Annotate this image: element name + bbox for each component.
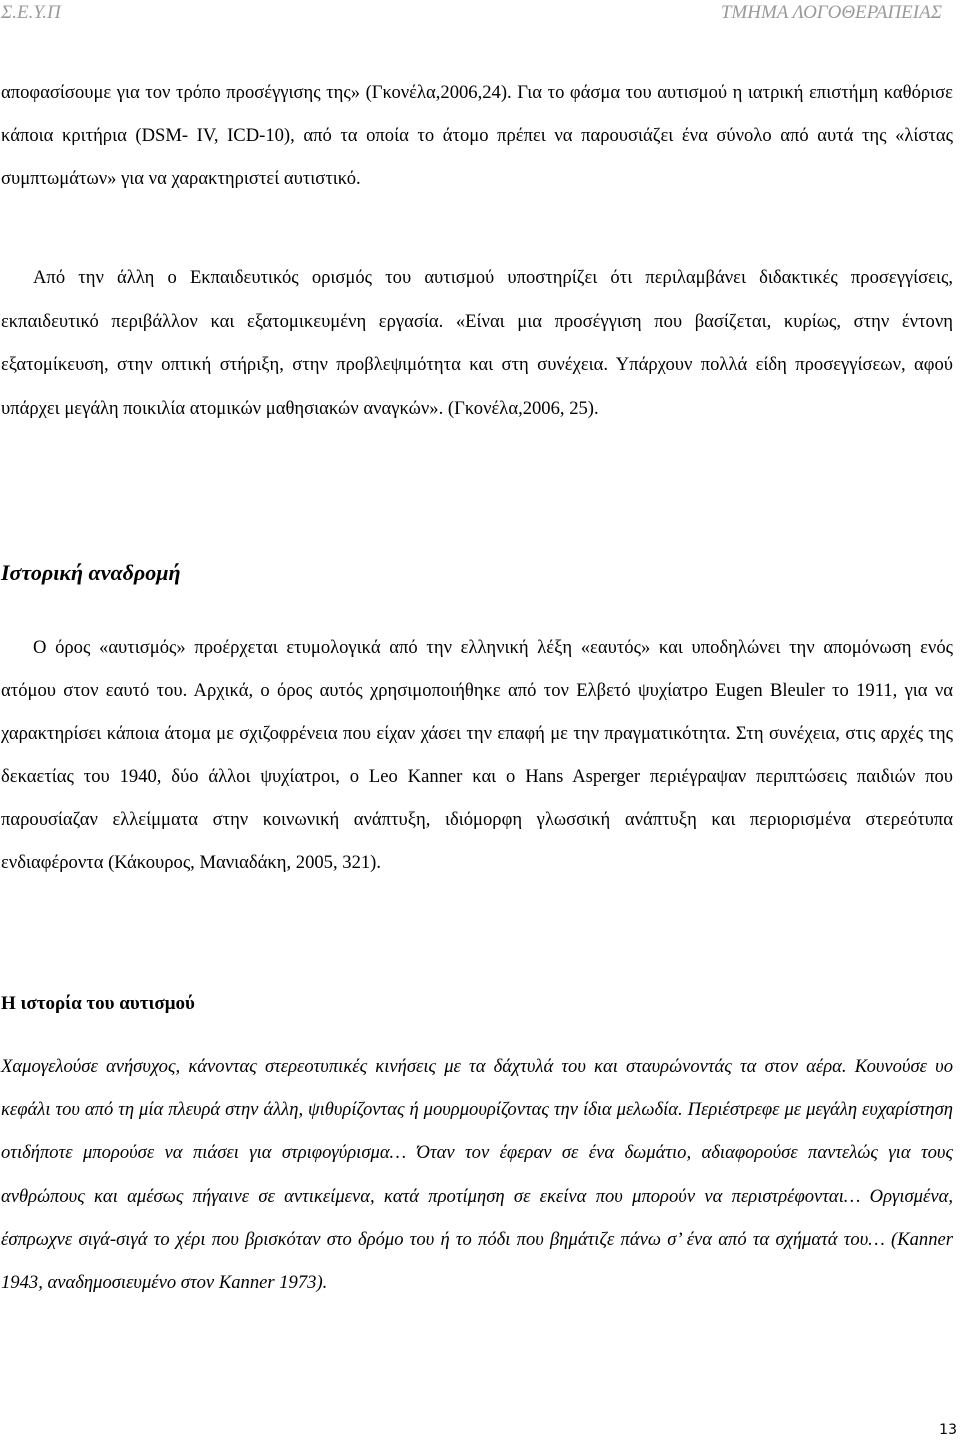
header-left: Σ.Ε.Υ.Π: [1, 2, 61, 23]
heading-historical-review: Ιστορική αναδρομή: [1, 560, 181, 585]
paragraph-kanner-quote: Χαμογελούσε ανήσυχος, κάνοντας στερεοτυπικές κινήσεις με τα δάχτυλά του και σταυρώνοντάς τα στον αέρα. Κουνούσε υο κεφάλι του από τη μία πλευρά στην άλλη, ψιθυρίζοντας ή μουρμουρίζοντας την ίδια μελωδία. Περιέστρεφε με μεγάλη ευχαρίστηση οτιδήποτε μπορούσε να πιάσει για στριφογύρισμα… Όταν τον έφεραν σε ένα δωμάτιο, αδιαφορούσε παντελώς για τους ανθρώπους και αμέσως πήγαινε σε αντικείμενα, κατά προτίμηση σε εκείνα που μπορούν να περιστρέφονται… Οργισμένα, έσπρωχνε σιγά-σιγά το χέρι που βρισκόταν στο δρόμο του ή το πόδι που βημάτιζε πάνω σ’ ένα από τα σχήματά του… (Kanner 1943, αναδημοσιευμένο στον Kanner 1973).: [1, 1056, 953, 1294]
header-right: ΤΜΗΜΑ ΛΟΓΟΘΕΡΑΠΕΙΑΣ: [720, 2, 942, 23]
heading-history-of-autism: Η ιστορία του αυτισμού: [1, 993, 195, 1014]
paragraph-educational-definition: Από την άλλη ο Εκπαιδευτικός ορισμός του αυτισμού υποστηρίζει ότι περιλαμβάνει διδακτικές προσεγγίσεις, εκπαιδευτικό περιβάλλον και εξατομικευμένη εργασία. «Είναι μια προσέγγιση που βασίζεται, κυρίως, στην έντονη εξατομίκευση, στην οπτική στήριξη, στην προβλεψιμότητα και στη συνέχεια. Υπάρχουν πολλά είδη προσεγγίσεων, αφού υπάρχει μεγάλη ποικιλία ατομικών μαθησιακών αναγκών». (Γκονέλα,2006, 25).: [1, 267, 953, 419]
page-number: 13: [939, 1422, 957, 1438]
paragraph-criteria: αποφασίσουμε για τον τρόπο προσέγγισης της» (Γκονέλα,2006,24). Για το φάσμα του αυτισμού η ιατρική επιστήμη καθόρισε κάποια κριτήρια (DSM- IV, ICD-10), από τα οποία το άτομο πρέπει να παρουσιάζει ένα σύνολο από αυτά της «λίστας συμπτωμάτων» για να χαρακτηριστεί αυτιστικό.: [1, 82, 953, 189]
paragraph-term-origin: Ο όρος «αυτισμός» προέρχεται ετυμολογικά από την ελληνική λέξη «εαυτός» και υποδηλώνει την απομόνωση ενός ατόμου στον εαυτό του. Αρχικά, ο όρος αυτός χρησιμοποιήθηκε από τον Ελβετό ψυχίατρο Eugen Bleuler το 1911, για να χαρακτηρίσει κάποια άτομα με σχιζοφρένεια που είχαν χάσει την επαφή με την πραγματικότητα. Στη συνέχεια, στις αρχές της δεκαετίας του 1940, δύο άλλοι ψυχίατροι, ο Leo Kanner και ο Hans Asperger περιέγραψαν περιπτώσεις παιδιών που παρουσίαζαν ελλείμματα στην κοινωνική ανάπτυξη, ιδιόμορφη γλωσσική ανάπτυξη και περιορισμένα στερεότυπα ενδιαφέροντα (Κάκουρος, Μανιαδάκη, 2005, 321).: [1, 637, 953, 873]
